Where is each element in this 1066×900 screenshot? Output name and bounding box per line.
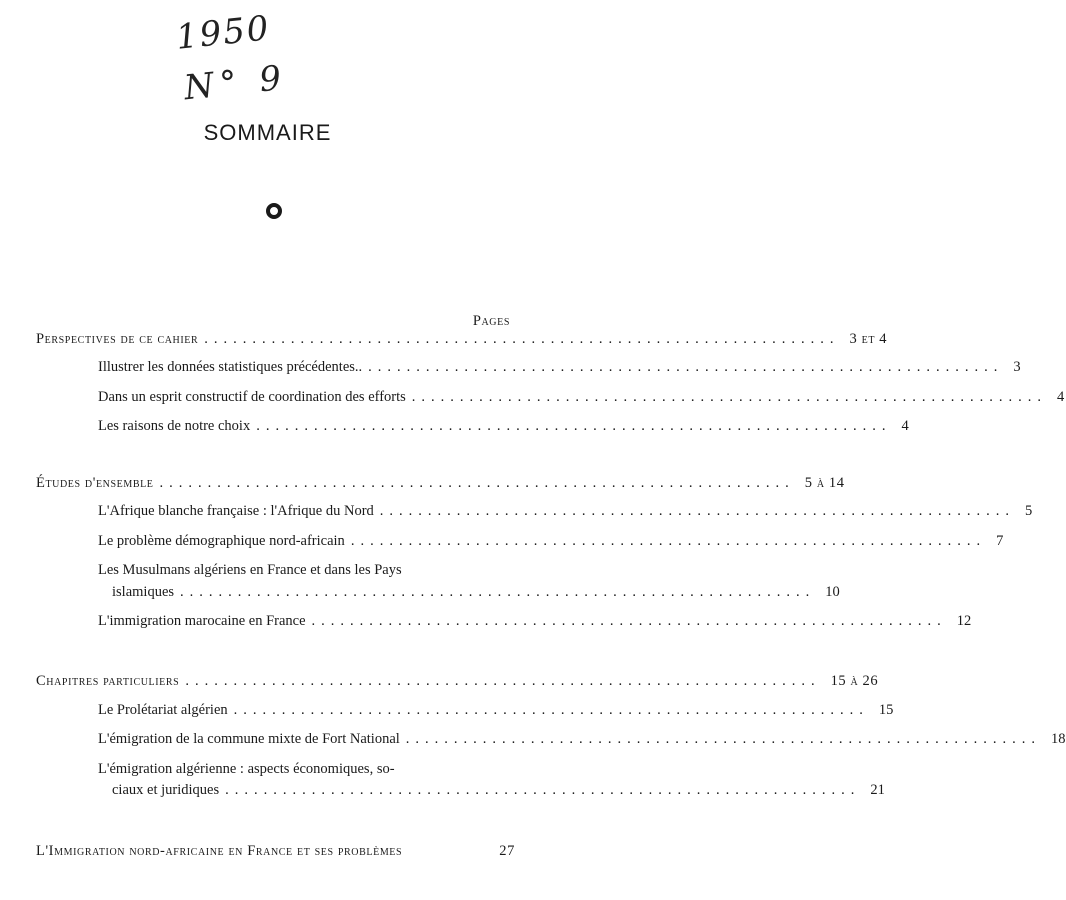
- leader-dots: ..................................................................: [411, 389, 1048, 405]
- entry-page: 12: [956, 613, 972, 629]
- section-pages: 15 à 26: [830, 673, 879, 689]
- toc-entry: [98, 359, 1021, 376]
- leader-dots: ..................................................................: [368, 359, 1004, 375]
- toc-entry: [98, 418, 909, 435]
- entry-page: 18: [1051, 731, 1066, 747]
- toc-section-etudes: [36, 475, 845, 492]
- circle-ornament-icon: [266, 203, 282, 219]
- toc-entry: [98, 503, 1033, 520]
- toc-entry-continuation: [112, 782, 885, 799]
- entry-title: L'immigration marocaine en France: [98, 613, 306, 629]
- handwritten-issue-number: N° 9: [182, 57, 290, 109]
- toc-entry: [98, 389, 1065, 406]
- section-title: Chapitres particuliers: [36, 673, 180, 689]
- section-pages: 3 et 4: [849, 331, 888, 347]
- entry-title: Illustrer les données statistiques précédentes..: [98, 359, 363, 375]
- entry-page: 7: [996, 533, 1004, 549]
- leader-dots: ..................................................................: [405, 731, 1042, 747]
- toc-entry: [98, 562, 515, 579]
- leader-dots: ..................................................................: [311, 613, 947, 629]
- section-pages: 5 à 14: [804, 475, 845, 491]
- leader-dots: ..................................................................: [159, 475, 795, 491]
- leader-dots: ..................................................................: [233, 702, 869, 718]
- toc-entry: [98, 761, 515, 778]
- entry-title: L'émigration de la commune mixte de Fort National: [98, 731, 400, 747]
- entry-title-cont: islamiques: [112, 584, 175, 600]
- leader-dots: ..................................................................: [204, 331, 840, 347]
- leader-dots: ..................................................................: [350, 533, 987, 549]
- toc-section-chapitres: [36, 673, 879, 690]
- pages-column-header: Pages: [472, 313, 510, 329]
- toc-section-perspectives: [36, 331, 888, 348]
- toc-entry: [98, 702, 894, 719]
- page-title: SOMMAIRE: [203, 120, 332, 145]
- leader-dots: ..................................................................: [185, 673, 821, 689]
- entry-title: Le problème démographique nord-africain: [98, 533, 345, 549]
- handwritten-year: 1950: [174, 8, 273, 58]
- leader-dots: ..................................................................: [225, 782, 861, 798]
- entry-page: 3: [1013, 359, 1021, 375]
- entry-page: 21: [870, 782, 885, 798]
- entry-page: 4: [1057, 389, 1065, 405]
- section-title: Perspectives de ce cahier: [36, 331, 199, 347]
- toc-section-immigration: [36, 843, 515, 860]
- section-pages: 27: [499, 843, 515, 859]
- entry-page: 10: [825, 584, 840, 600]
- entry-title: Le Prolétariat algérien: [98, 702, 228, 718]
- toc-entry: [98, 613, 972, 630]
- entry-page: 4: [901, 418, 909, 434]
- toc-entry-continuation: [112, 584, 840, 601]
- leader-dots: ..................................................................: [180, 584, 816, 600]
- entry-title-cont: ciaux et juridiques: [112, 782, 220, 798]
- toc-entry: [98, 731, 1066, 748]
- entry-title: Les raisons de notre choix: [98, 418, 251, 434]
- entry-title: L'Afrique blanche française : l'Afrique du Nord: [98, 503, 374, 519]
- leader-dots: ..................................................................: [256, 418, 892, 434]
- toc-entry: [98, 533, 1004, 550]
- leader-dots: ..................................................................: [379, 503, 1016, 519]
- entry-title: Les Musulmans algériens en France et dans les Pays: [98, 562, 402, 578]
- entry-title: Dans un esprit constructif de coordination des efforts: [98, 389, 406, 405]
- entry-page: 5: [1025, 503, 1033, 519]
- entry-page: 15: [878, 702, 894, 718]
- section-title: Études d'ensemble: [36, 475, 154, 491]
- entry-title: L'émigration algérienne : aspects économiques, so-: [98, 761, 395, 777]
- section-title: L'Immigration nord-africaine en France et ses problèmes: [36, 843, 403, 859]
